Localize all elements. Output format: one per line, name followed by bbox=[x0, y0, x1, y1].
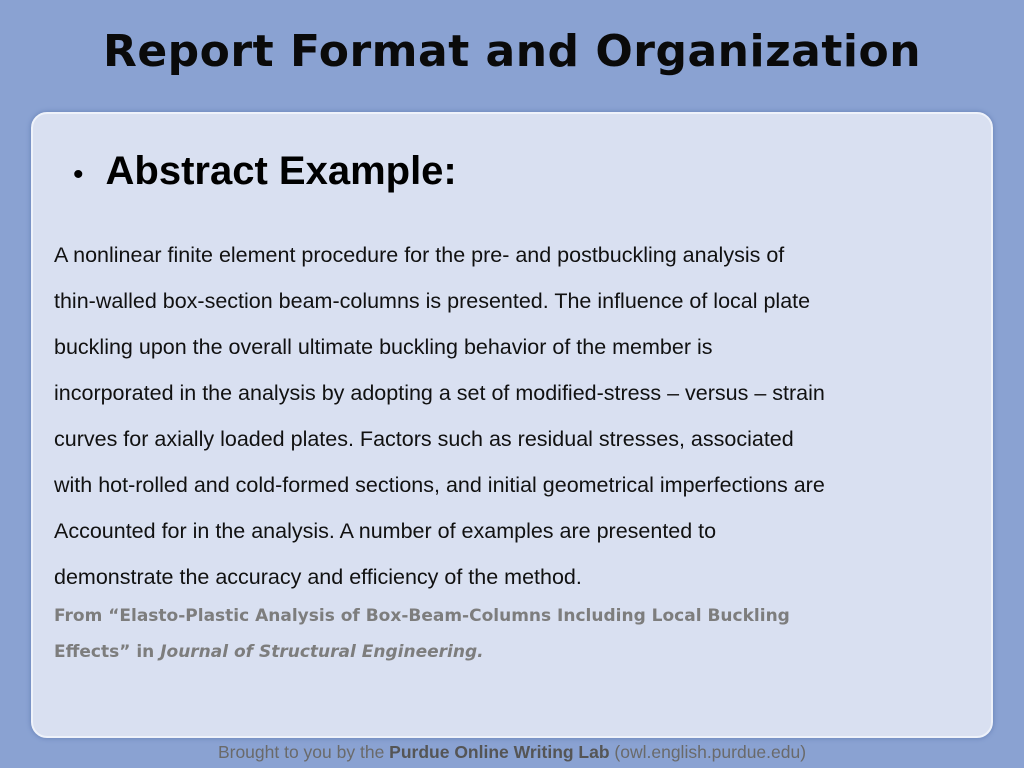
abstract-line: curves for axially loaded plates. Factors such as residual stresses, associated bbox=[54, 427, 794, 451]
abstract-line: buckling upon the overall ultimate buckling behavior of the member is bbox=[54, 335, 713, 359]
citation-line-2 bbox=[54, 634, 974, 670]
footer-prefix: Brought to you by the bbox=[217, 742, 390, 762]
citation bbox=[54, 598, 974, 670]
bullet-heading-row bbox=[73, 149, 457, 194]
abstract-line: thin-walled box-section beam-columns is presented. The influence of local plate bbox=[54, 289, 811, 313]
citation-prefix: Effects” in bbox=[54, 642, 161, 662]
abstract-line: incorporated in the analysis by adopting a set of modified-stress – versus – strain bbox=[54, 381, 825, 405]
abstract-line: with hot-rolled and cold-formed sections, and initial geometrical imperfections are bbox=[54, 473, 825, 497]
footer-credit bbox=[0, 742, 1024, 763]
bullet-heading: Abstract Example: bbox=[105, 149, 457, 193]
citation-journal: Journal of Structural Engineering. bbox=[160, 642, 484, 662]
abstract-line: demonstrate the accuracy and efficiency of the method. bbox=[54, 565, 582, 589]
footer-lab-name: Purdue Online Writing Lab bbox=[389, 742, 610, 762]
footer-suffix: (owl.english.purdue.edu) bbox=[609, 742, 807, 762]
abstract-text bbox=[54, 232, 984, 600]
bullet-marker: • bbox=[73, 158, 84, 191]
abstract-line: Accounted for in the analysis. A number of examples are presented to bbox=[54, 519, 717, 543]
citation-line-1: From “Elasto-Plastic Analysis of Box-Beam-Columns Including Local Buckling bbox=[54, 606, 790, 626]
abstract-line: A nonlinear finite element procedure for the pre- and postbuckling analysis of bbox=[54, 243, 785, 267]
slide-title: Report Format and Organization bbox=[102, 26, 922, 77]
content-panel bbox=[31, 112, 993, 738]
